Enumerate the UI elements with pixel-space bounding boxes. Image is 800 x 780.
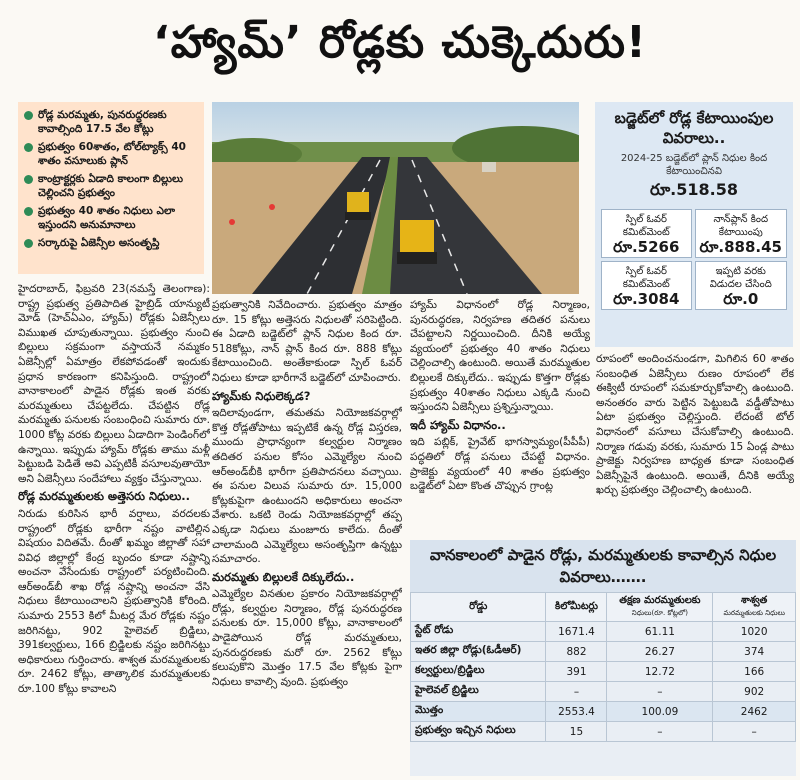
table-row (411, 682, 796, 702)
article-paragraph: నిరుడు కురిసిన భారీ వర్షాలు, వరదలకు రాష్ట్రంలో రోడ్లకు భారీగా నష్టం వాటిల్లిన విషయం విదితమే. దీంతో ఖమ్మం జిల్లాతో సహా వివిధ జిల్లాల్లో కేంద్ర బృందం కూడా నష్టాన్ని అంచనా వేసేందుకు రాష్ట్రంలో పర్యటించింది. ఆర్అండ్‌బీ శాఖ రోడ్ల నష్టాన్ని అంచనా వేసి నిధులు కేటాయించాలని ప్రభుత్వానికి కోరింది. సుమారు 2553 కిలో మీటర్ల మేర రోడ్లకు నష్టం జరిగినట్టు, 902 హైలెవల్ బ్రిడ్జిలు, 391కల్వర్టులు, 166 బ్రిడ్జిలకు నష్టం జరిగినట్టు అధికారులు గుర్తించారు. శాశ్వత మరమ్మతులకు రూ. 2462 కోట్లు, తాత్కాలిక మరమ్మతులకు రూ.100 కోట్లు కావాలని (18, 507, 210, 696)
article-paragraph: హ్యామ్ విధానంలో రోడ్ల నిర్మాణం, పునరుద్ధరణ, నిర్వహణ తదితర పనులు చేపట్టాలని నిర్ణయించింది. దీనికి అయ్యే వ్యయంలో ప్రభుత్వం 40 శాతం నిధులు చెల్లించాల్సి ఉంటుంది. అయితే మరమ్మతుల బిల్లులకే దిక్కులేదు.. ఇప్పుడు కొత్తగా రోడ్లకు ప్రభుత్వం 40శాతం నిధులు ఎక్కడి నుంచి ఇస్తుందని ఏజెన్సీలు ప్రశ్నిస్తున్నాయి. (410, 299, 590, 414)
table-header-note: మరమ్మతులకు నిధులు (723, 609, 785, 617)
highlights-list (24, 108, 198, 250)
table-cell: 882 (546, 642, 607, 662)
budget-cell (601, 209, 692, 258)
table-cell: 61.11 (607, 622, 713, 642)
table-cell: 391 (546, 662, 607, 682)
budget-cell-value: రూ.3084 (613, 290, 680, 308)
table-cell: – (713, 722, 796, 742)
budget-title: బడ్జెట్‌లో రోడ్ల కేటాయింపుల వివరాలు.. (614, 109, 774, 147)
table-cell: – (607, 682, 713, 702)
headline: ‘హ్యామ్’ రోడ్లకు చుక్కెదురు! (153, 17, 647, 68)
table-row-label: స్టేట్ రోడు (411, 622, 546, 642)
table-row (411, 722, 796, 742)
budget-grid (601, 209, 787, 310)
table-cell: 15 (546, 722, 607, 742)
article-paragraph: ప్రభుత్వానికి నివేదించారు. ప్రభుత్వం మాత్రం రూ. 15 కోట్లు అత్తెసరు నిధులతో సరిపెట్టింది. ఈ ఏడాది బడ్జెట్‌లో ప్లాన్ నిధుల కింద రూ. 518కోట్లు, నాన్ ప్లాన్ కింద రూ. 888 కోట్లు కేటాయించింది. అంతేకాకుండా స్పిల్ ఓవర్ నిధులు కూడా భారీగానే బడ్జెట్‌లో చూపించారు. (212, 299, 402, 384)
table-row-label: మొత్తం (411, 702, 546, 722)
table-cell: 2462 (713, 702, 796, 722)
article-paragraph: ఎమ్మెల్యేల వినతుల ప్రకారం నియోజకవర్గాల్లో రోడ్లు, కల్వర్టుల నిర్మాణం, రోడ్ల పునరుద్ధరణ పనులకు రూ. 15,000 కోట్లు, వానాకాలంలో పాడైపోయిన రోడ్ల మరమ్మతులు, పునరుద్ధరణకు మరో రూ. 2562 కోట్లు కలుపుకొని మొత్తం 17.5 వేల కోట్లకు పైగా నిధులు కావాల్సి వుంది. ప్రభుత్వం (212, 588, 402, 688)
column-3 (410, 298, 590, 530)
table-cell: 1020 (713, 622, 796, 642)
highlight-item (24, 108, 198, 136)
road-construction-image (212, 102, 579, 294)
table-cell: – (546, 682, 607, 702)
table-header-note: నిధులు(రూ. కోట్లలో) (631, 609, 688, 617)
table-cell: 2553.4 (546, 702, 607, 722)
column-2 (212, 298, 402, 778)
table-cell: 902 (713, 682, 796, 702)
table-header-row (411, 593, 796, 622)
budget-cell (601, 261, 692, 310)
budget-cell-value: రూ.0 (723, 290, 759, 308)
table-cell: 26.27 (607, 642, 713, 662)
table-row (411, 622, 796, 642)
table-header-label: తక్షణ మరమ్మతులకు (619, 595, 701, 606)
budget-cell-label: ఇప్పటి వరకు విడుదల చేసింది (709, 266, 772, 290)
table-cell: 374 (713, 642, 796, 662)
table-row-label: ఇతర జిల్లా రోడ్లు(ఓడీఆర్) (411, 642, 546, 662)
table-header-cell (546, 593, 607, 622)
table-title: వానకాలంలో పాడైన రోడ్లు, మరమ్మతులకు కావాల్సిన నిధుల వివరాలు……. (410, 540, 796, 592)
table-row-label: హైలెవల్ బ్రిడ్జిలు (411, 682, 546, 702)
table-header-cell (411, 593, 546, 622)
column-1 (18, 282, 210, 778)
article-paragraph: రూపంలో అందించనుండగా, మిగిలిన 60 శాతం సంబంధిత ఏజెన్సీలు రుణం రూపంలో లేక ఈక్విటీ రూపంలో సమకూర్చుకోవాల్సి ఉంటుంది. అనంతరం వారు పెట్టిన పెట్టుబడి వడ్డీతోపాటు ఏటా ప్రభుత్వం చెల్లిస్తుంది. లేదంటే టోల్ విధానంలో వసూలు చేసుకోవాల్సి ఉంటుంది. నిర్మాణ గడువు వరకు, సుమారు 15 ఏండ్ల పాటు ప్రాజెక్టు నిర్వహణ బాధ్యత కూడా సంబంధిత ఏజెన్సీపైనే ఉంటుంది. అయితే, దీనికి అయ్యే ఖర్చు ప్రభుత్వం చెల్లించాల్సి ఉంటుంది. (596, 353, 794, 497)
table-row (411, 662, 796, 682)
bullet-dot-icon (24, 111, 33, 120)
highlights-box (18, 102, 204, 274)
budget-cell-value: రూ.888.45 (699, 238, 782, 256)
budget-cell (695, 261, 788, 310)
bullet-dot-icon (24, 207, 33, 216)
table-header-cell (607, 593, 713, 622)
table-body (411, 622, 796, 742)
highlight-text: సర్కారుపై ఏజెన్సీల అసంతృప్తి (38, 237, 160, 249)
subheading: ఇదీ హ్యామ్ విధానం.. (410, 417, 506, 432)
repair-funds-table (410, 592, 796, 742)
highlight-item (24, 172, 198, 200)
budget-cell-label: నాన్‌ప్లాన్ కింద కేటాయింపు (713, 214, 769, 238)
budget-cell (695, 209, 788, 258)
highlight-text: ప్రభుత్వం 40 శాతం నిధులు ఎలా ఇస్తుందని అనుమానాలు (38, 205, 175, 231)
highlight-item (24, 236, 198, 250)
budget-cell-label: స్పిల్ ఓవర్ కమిట్‌మెంట్ (622, 266, 670, 290)
budget-cell-label: స్పిల్ ఓవర్ కమిట్‌మెంట్ (622, 214, 670, 238)
table-row (411, 642, 796, 662)
column-4 (596, 352, 794, 534)
table-cell: 12.72 (607, 662, 713, 682)
bullet-dot-icon (24, 239, 33, 248)
table-cell: – (607, 722, 713, 742)
budget-total: రూ.518.58 (650, 180, 738, 199)
subheading: హ్యామ్‌కు నిధులెక్కడ? (212, 388, 311, 403)
highlight-text: రోడ్ల మరమ్మతు, పునరుద్ధరణకు కావాల్సింది 17.5 వేల కోట్లు (38, 109, 167, 135)
article-paragraph: హైదరాబాద్, ఫిబ్రవరి 23(నమస్తే తెలంగాణ): రాష్ట్ర ప్రభుత్వ ప్రతిపాదిత హైబ్రిడ్ యాన్యుటీ మోడ్ (హెచ్ఏఎం, హ్యామ్) రోడ్లకు ఏజెన్సీలు విముఖత చూపుతున్నాయి. ప్రభుత్వం నుంచి బిల్లులు సక్రమంగా వస్తాయనే నమ్మకం ఏజెన్సీల్లో ఏమాత్రం లేకపోవడంతో ఇందుకు ప్రధాన కారణంగా కనిపిస్తుంది. రాష్ట్రంలో వానాకాలంలో పాడైన రోడ్లకు ఇంత వరకు మరమ్మతులు చేపట్టలేదు. చేపట్టిన రోడ్ల మరమ్మతు పనులకు సంబంధించి సుమారు రూ. 1000 కోట్ల వరకు బిల్లులు ఏడాదిగా పెండింగ్‌లో ఉన్నాయి. ఇప్పుడు హ్యామ్ రోడ్లకు తాము మళ్లీ పెట్టుబడి పెడితే అవి ఎప్పటికీ వసూలవుతాయో అని ఏజెన్సీలు సందేహాలు వ్యక్తం చేస్తున్నాయి. (18, 283, 210, 485)
highlight-text: ప్రభుత్వం 60శాతం, టోల్‌ట్యాక్స్ 40 శాతం వసూలుకు ప్లాన్ (38, 141, 186, 167)
road-photo (212, 102, 579, 294)
article-paragraph: ఇదిలావుండగా, తమతమ నియోజకవర్గాల్లో కొత్త రోడ్లతోపాటు ఇప్పటికే ఉన్న రోడ్ల విస్తరణ, ముందు ప్రాధాన్యంగా కల్వర్టుల నిర్మాణం తదితర పనుల కోసం ఎమ్మెల్యేల నుంచి ఆర్అండ్‌బీకి భారీగా ప్రతిపాదనలు వచ్చాయి. ఈ పనుల విలువ సుమారు రూ. 15,000 కోట్లకుపైగా ఉంటుందని అధికారులు అంచనా వేశారు. ఒకటి రెండు నియోజకవర్గాల్లో తప్ప ఎక్కడా నిధులు మంజూరు కాలేదు. దీంతో చాలామంది ఎమ్మెల్యేలు అసంతృప్తిగా ఉన్నట్టు సమాచారం. (212, 407, 402, 566)
table-cell: 166 (713, 662, 796, 682)
bullet-dot-icon (24, 175, 33, 184)
table-row-label: ప్రభుత్వం ఇచ్చిన నిధులు (411, 722, 546, 742)
table-cell: 100.09 (607, 702, 713, 722)
table-row (411, 702, 796, 722)
table-header-cell (713, 593, 796, 622)
subheading: రోడ్ల మరమ్మతులకు అత్తెసరు నిధులు.. (18, 489, 190, 504)
highlight-item (24, 204, 198, 232)
budget-cell-value: రూ.5266 (613, 238, 680, 256)
table-row-label: కల్వర్టులు/బ్రిడ్జిలు (411, 662, 546, 682)
table-header-label: శాశ్వత (741, 595, 768, 606)
highlight-item (24, 140, 198, 168)
table-cell: 1671.4 (546, 622, 607, 642)
table-header-label: రోడ్డు (469, 601, 488, 612)
article-paragraph: ఇది పబ్లిక్, ప్రైవేట్ భాగస్వామ్యం(పీపీపీ) పద్ధతిలో రోడ్ల పనులు చేపట్టే విధానం. ప్రాజెక్టు వ్యయంలో 40 శాతం ప్రభుత్వం బడ్జెట్‌లో ఏటా కొంత చొప్పున గ్రాంట్ల (410, 436, 590, 493)
subheading: మరమ్మతు బిల్లులకే దిక్కులేదు.. (212, 569, 355, 584)
table-header-label: కిలోమీటర్లు (555, 601, 598, 612)
repair-funds-table-box (410, 540, 796, 776)
highlight-text: కాంట్రాక్టర్లకు ఏడాది కాలంగా బిల్లులు చెల్లించని ప్రభుత్వం (38, 173, 184, 199)
budget-box (595, 102, 793, 347)
bullet-dot-icon (24, 143, 33, 152)
budget-subtitle: 2024-25 బడ్జెట్‌లో ప్లాన్ నిధుల కింద కేటాయించినవి (620, 153, 768, 177)
